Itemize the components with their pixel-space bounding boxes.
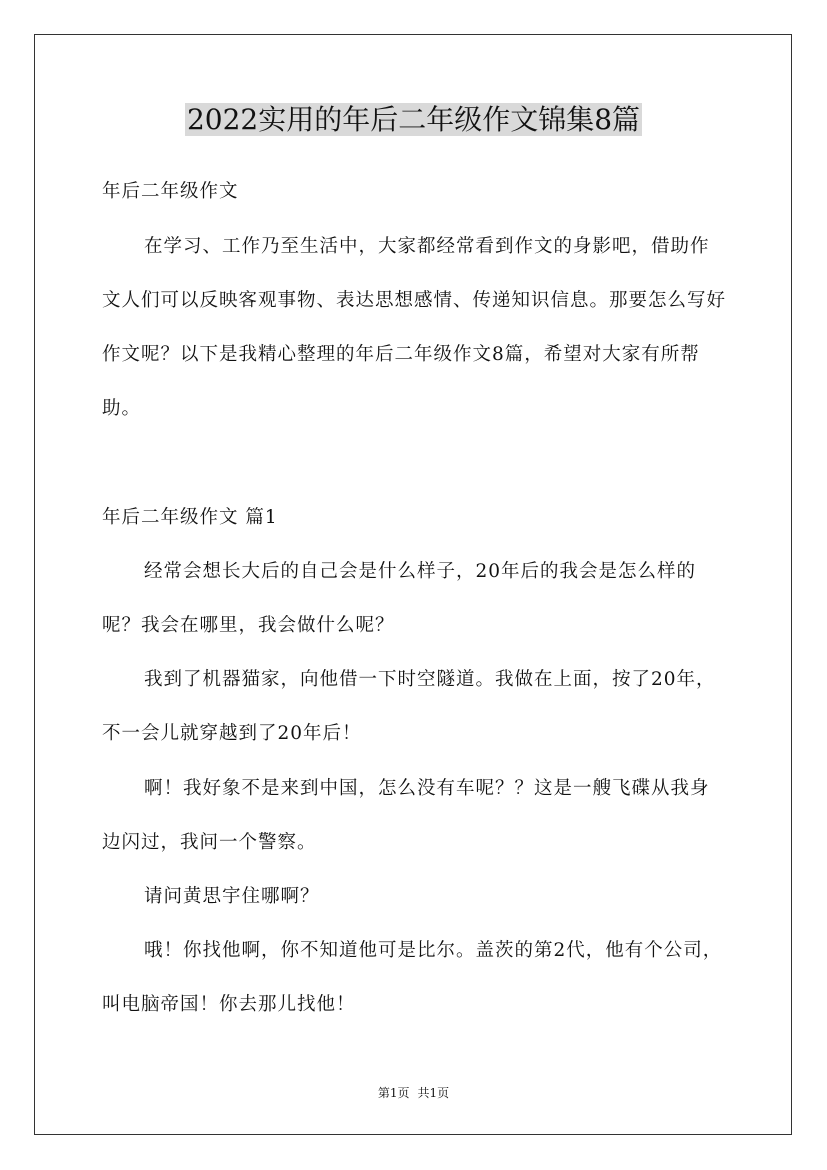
- page-number-current: 第1页: [377, 1086, 410, 1100]
- document-title: [0, 98, 827, 142]
- page-footer: [0, 1084, 827, 1102]
- essay-paragraph: 经常会想长大后的自己会是什么样子，20年后的我会是怎么样的呢？我会在哪里，我会做什么呢？: [102, 561, 697, 636]
- intro-paragraph: 在学习、工作乃至生活中，大家都经常看到作文的身影吧，借助作文人们可以反映客观事物、表达思想感情、传递知识信息。那要怎么写好作文呢？以下是我精心整理的年后二年级作文8篇，希望对大家有所帮助。: [102, 236, 727, 419]
- page-number-total: 共1页: [417, 1086, 450, 1100]
- section-heading: 年后二年级作文: [102, 181, 239, 202]
- essay-paragraph: 请问黄思宇住哪啊？: [144, 886, 320, 907]
- essay-paragraph: 哦！你找他啊，你不知道他可是比尔。盖茨的第2代，他有个公司，叫电脑帝国！你去那儿找他！: [102, 940, 723, 1015]
- essay-paragraph: 我到了机器猫家，向他借一下时空隧道。我做在上面，按了20年，不一会儿就穿越到了20年后！: [102, 669, 716, 744]
- essay-paragraph: 啊！我好象不是来到中国，怎么没有车呢？？这是一艘飞碟从我身边闪过，我问一个警察。: [102, 778, 710, 853]
- document-title-text: 2022实用的年后二年级作文锦集8篇: [186, 103, 641, 136]
- essay-heading: 年后二年级作文 篇1: [102, 507, 278, 528]
